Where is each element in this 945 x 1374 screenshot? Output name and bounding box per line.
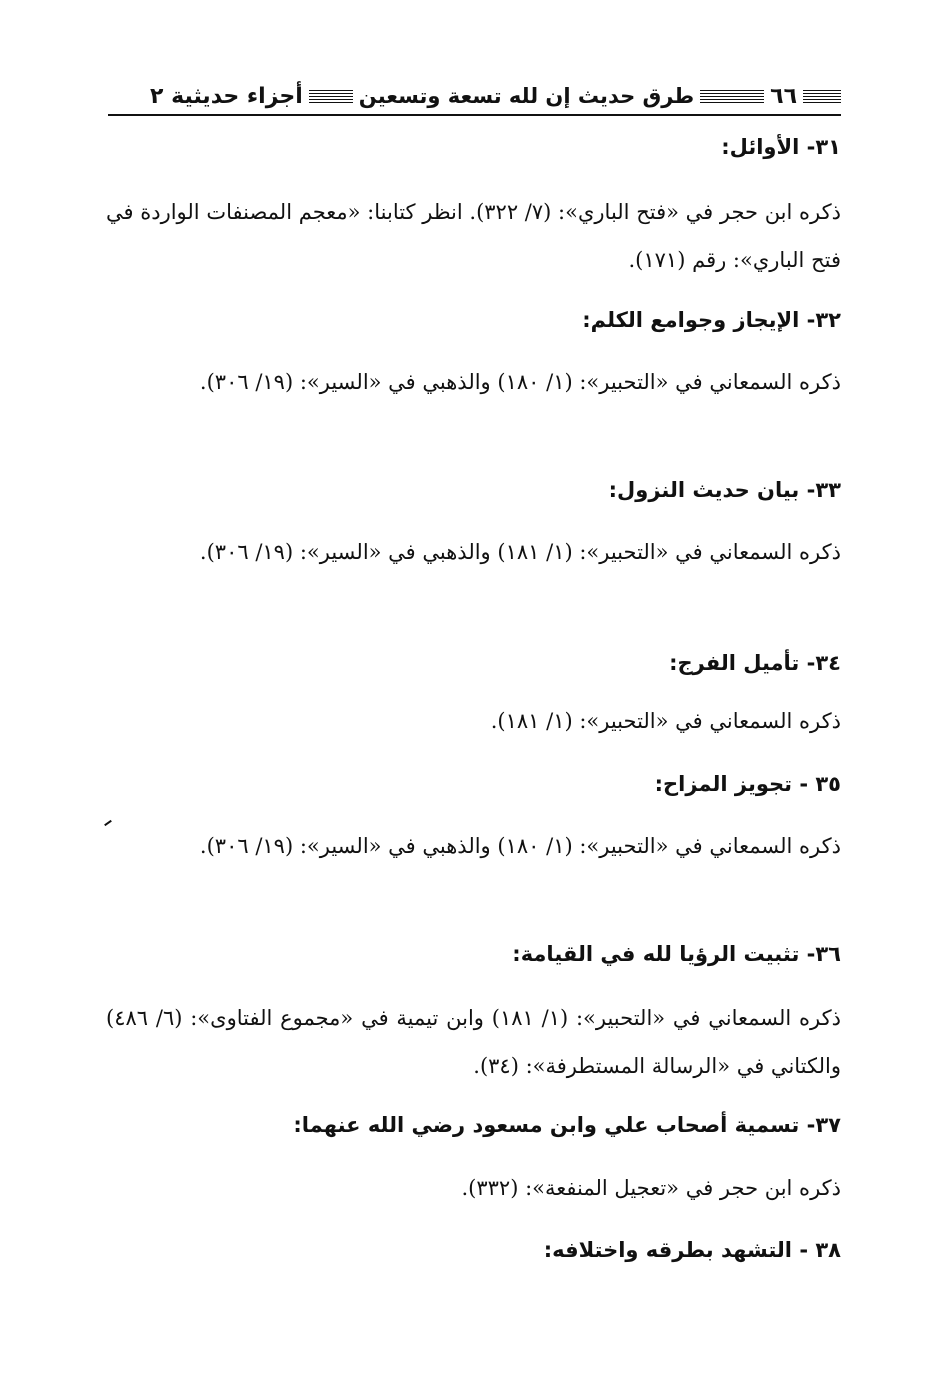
entry-text bbox=[462, 1164, 842, 1212]
entry-31-heading: ٣١- الأوائل: bbox=[721, 135, 841, 159]
entry-32-heading: ٣٢- الإيجاز وجوامع الكلم: bbox=[582, 308, 841, 332]
entry-36-text: ذكره السمعاني في «التحبير»: (١/ ١٨١) وابن تيمية في «مجموع الفتاوى»: (٦/ ٤٨٦) والكتاني في «الرسالة المستطرفة»: (٣٤). bbox=[106, 1006, 841, 1078]
header-ornament bbox=[309, 90, 353, 103]
entry-heading bbox=[655, 764, 841, 804]
entry-33-heading: ٣٣- بيان حديث النزول: bbox=[608, 478, 841, 502]
header-rule bbox=[108, 114, 841, 116]
entry-text bbox=[106, 822, 841, 870]
entry-32-text: ذكره السمعاني في «التحبير»: (١/ ١٨٠) والذهبي في «السير»: (١٩/ ٣٠٦). bbox=[199, 370, 841, 394]
entry-37-heading: ٣٧- تسمية أصحاب علي وابن مسعود رضي الله عنهما: bbox=[293, 1113, 841, 1137]
entry-text bbox=[106, 188, 841, 284]
running-header bbox=[108, 78, 841, 114]
entry-35-heading: ٣٥ - تجويز المزاح: bbox=[654, 772, 841, 796]
entry-heading bbox=[609, 470, 841, 510]
entry-text bbox=[106, 994, 841, 1090]
entry-38-heading: ٣٨ - التشهد بطرقه واختلافه: bbox=[543, 1238, 841, 1262]
entry-37-text: ذكره ابن حجر في «تعجيل المنفعة»: (٣٣٢). bbox=[461, 1176, 841, 1200]
entry-heading bbox=[512, 934, 841, 974]
entry-36-heading: ٣٦- تثبيت الرؤيا لله في القيامة: bbox=[512, 942, 841, 966]
book-title: أجزاء حديثية ٢ bbox=[150, 83, 303, 109]
entry-heading bbox=[582, 300, 841, 340]
entry-35-text: ذكره السمعاني في «التحبير»: (١/ ١٨٠) والذهبي في «السير»: (١٩/ ٣٠٦). bbox=[199, 834, 841, 858]
entry-text bbox=[106, 358, 841, 406]
entry-heading bbox=[293, 1105, 841, 1145]
header-ornament bbox=[700, 90, 764, 103]
running-title: طرق حديث إن لله تسعة وتسعين bbox=[358, 84, 695, 108]
entry-31-text: ذكره ابن حجر في «فتح الباري»: (٧/ ٣٢٢). انظر كتابنا: «معجم المصنفات الواردة في فتح الباري»: رقم (١٧١). bbox=[106, 200, 841, 272]
entry-heading bbox=[721, 127, 841, 167]
entry-34-text: ذكره السمعاني في «التحبير»: (١/ ١٨١). bbox=[490, 709, 841, 733]
entry-heading bbox=[544, 1230, 841, 1270]
entry-34-heading: ٣٤- تأميل الفرج: bbox=[669, 651, 841, 675]
page-number: ٦٦ bbox=[770, 83, 797, 109]
entry-heading bbox=[669, 643, 841, 683]
entry-text bbox=[106, 528, 841, 576]
entry-33-text: ذكره السمعاني في «التحبير»: (١/ ١٨١) والذهبي في «السير»: (١٩/ ٣٠٦). bbox=[199, 540, 841, 564]
header-ornament bbox=[803, 90, 841, 103]
entry-text bbox=[491, 697, 841, 745]
